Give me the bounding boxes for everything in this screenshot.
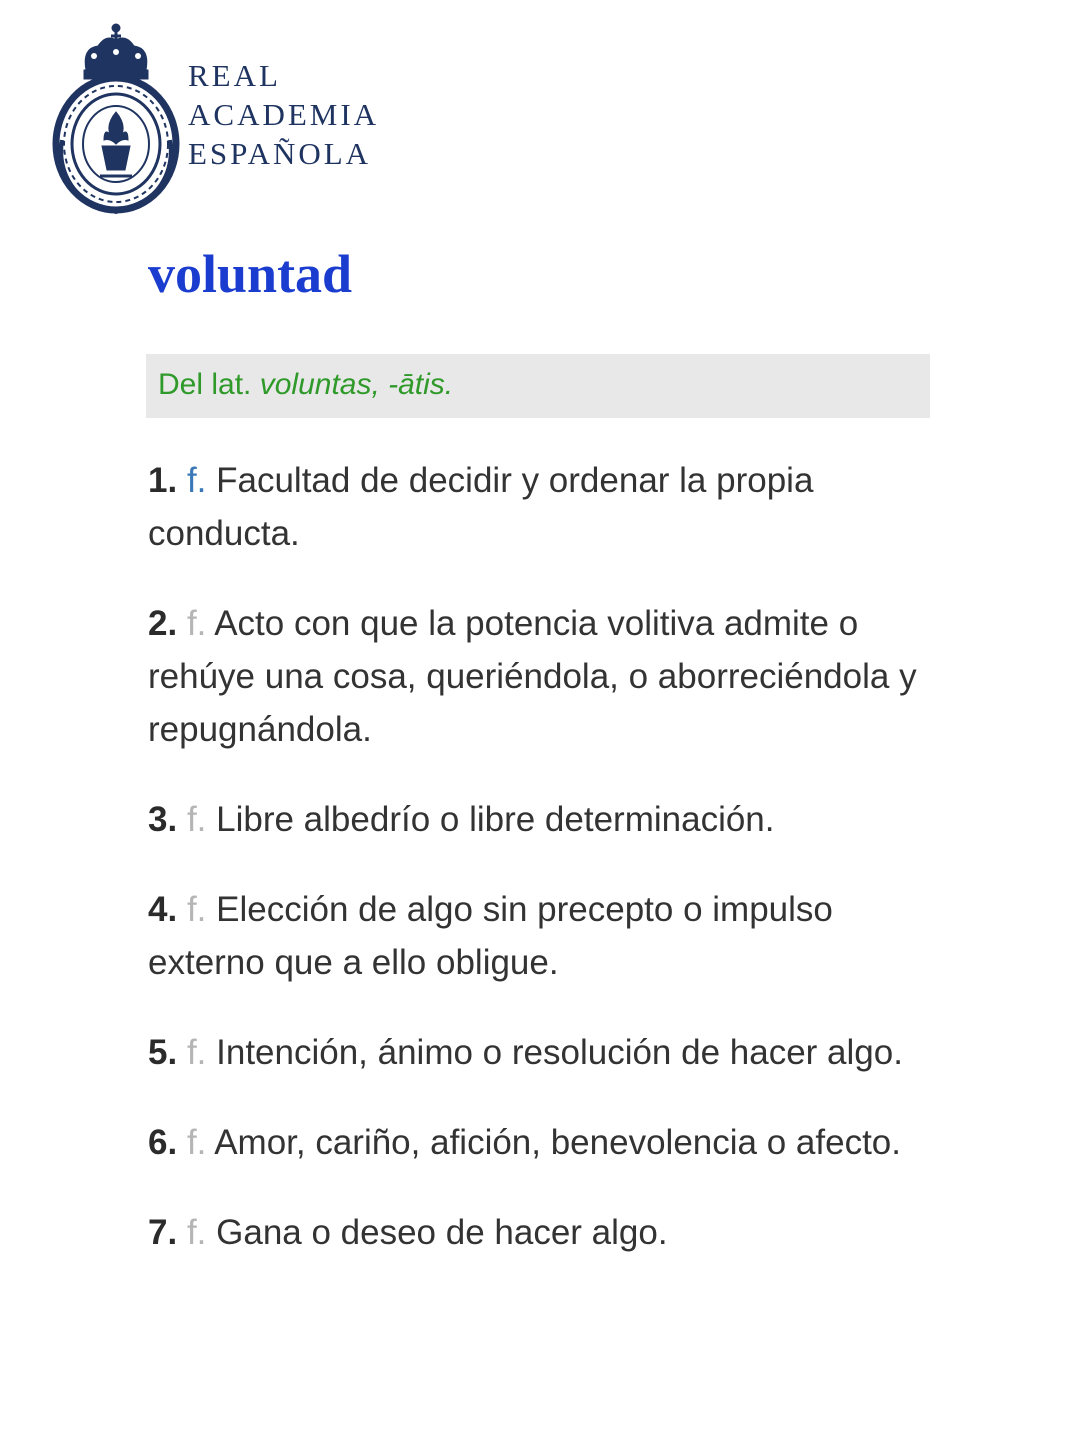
definition-number: 5. [148, 1033, 178, 1072]
abbreviation-link[interactable]: f. [186, 890, 207, 929]
academy-name-line-1: REAL [188, 58, 281, 93]
definition-number: 3. [148, 800, 178, 839]
definition-number: 2. [148, 604, 178, 643]
academy-name [188, 56, 379, 173]
definition-number: 6. [148, 1123, 178, 1162]
etymology-latin-word: voluntas, -ātis. [259, 368, 454, 401]
abbreviation-link[interactable]: f. [186, 1123, 207, 1162]
definition-number: 1. [148, 461, 178, 500]
definition-text: Elección de algo sin precepto o impulso externo que a ello obligue. [148, 890, 833, 982]
abbreviation-link[interactable]: f. [186, 800, 207, 839]
definition-item [148, 883, 948, 989]
academy-name-line-2: ACADEMIA [188, 97, 380, 132]
rae-seal-logo [52, 20, 180, 215]
headword: voluntad [148, 244, 353, 304]
abbreviation-link[interactable]: f. [186, 604, 207, 643]
definition-text: Intención, ánimo o resolución de hacer algo. [216, 1033, 903, 1072]
definition-text: Amor, cariño, afición, benevolencia o afecto. [214, 1123, 901, 1162]
definition-text: Facultad de decidir y ordenar la propia conducta. [148, 461, 814, 553]
definition-text: Acto con que la potencia volitiva admite o rehúye una cosa, queriéndola, o aborreciéndola y repugnándola. [148, 604, 917, 749]
etymology-prefix: Del lat. [158, 368, 252, 401]
definition-number: 4. [148, 890, 178, 929]
definition-item [148, 597, 948, 756]
definition-item [148, 454, 948, 560]
definition-text: Gana o deseo de hacer algo. [216, 1213, 668, 1252]
definition-item [148, 1206, 948, 1259]
abbreviation-link[interactable]: f. [186, 1033, 207, 1072]
definition-text: Libre albedrío o libre determinación. [216, 800, 775, 839]
definition-item [148, 1026, 948, 1079]
academy-name-line-3: ESPAÑOLA [188, 136, 372, 171]
rae-header [52, 20, 392, 220]
definition-item [148, 793, 948, 846]
abbreviation-link[interactable]: f. [186, 1213, 207, 1252]
etymology-box [146, 354, 930, 418]
abbreviation-link[interactable]: f. [186, 461, 207, 500]
definition-number: 7. [148, 1213, 178, 1252]
definition-item [148, 1116, 948, 1169]
definition-list [148, 454, 948, 1296]
